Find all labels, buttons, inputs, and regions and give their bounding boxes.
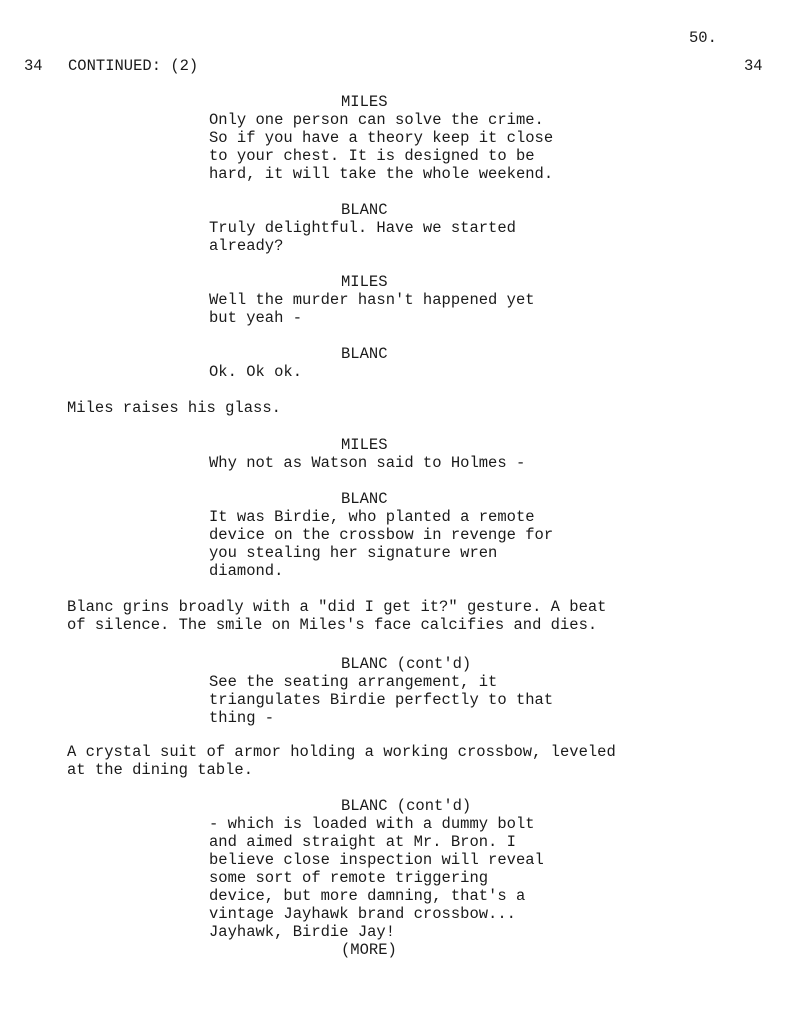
- character-name: BLANC: [341, 490, 388, 508]
- dialogue-line: triangulates Birdie perfectly to that: [209, 691, 554, 709]
- action-line: at the dining table.: [67, 761, 254, 779]
- dialogue-line: Truly delightful. Have we started: [209, 219, 516, 237]
- dialogue-block: [209, 111, 553, 183]
- dialogue-block: [209, 363, 302, 381]
- dialogue-line: - which is loaded with a dummy bolt: [209, 815, 535, 833]
- action-block: [67, 399, 281, 417]
- dialogue-line: believe close inspection will reveal: [209, 851, 544, 869]
- dialogue-line: thing -: [209, 709, 275, 727]
- character-name: MILES: [341, 273, 388, 291]
- dialogue-line: but yeah -: [209, 309, 303, 327]
- dialogue-line: to your chest. It is designed to be: [209, 147, 535, 165]
- scene-number-left: 34: [24, 57, 43, 75]
- scene-number-right: 34: [744, 57, 763, 75]
- dialogue-line: vintage Jayhawk brand crossbow...: [209, 905, 516, 923]
- dialogue-line: Why not as Watson said to Holmes -: [209, 454, 526, 472]
- dialogue-line: you stealing her signature wren: [209, 544, 498, 562]
- dialogue-line: See the seating arrangement, it: [209, 673, 498, 691]
- character-name: BLANC: [341, 345, 388, 363]
- dialogue-line: Ok. Ok ok.: [209, 363, 303, 381]
- action-block: [67, 598, 607, 634]
- character-name: BLANC: [341, 201, 388, 219]
- action-line: of silence. The smile on Miles's face calcifies and dies.: [67, 616, 598, 634]
- dialogue-line: Well the murder hasn't happened yet: [209, 291, 535, 309]
- character-name: BLANC (cont'd): [341, 797, 472, 815]
- character-name: MILES: [341, 93, 388, 111]
- action-block: [67, 743, 616, 779]
- more-marker: (MORE): [341, 941, 397, 959]
- dialogue-line: Only one person can solve the crime.: [209, 111, 544, 129]
- dialogue-block: [209, 291, 535, 327]
- dialogue-line: and aimed straight at Mr. Bron. I: [209, 833, 516, 851]
- dialogue-line: It was Birdie, who planted a remote: [209, 508, 535, 526]
- dialogue-line: already?: [209, 237, 284, 255]
- character-name: MILES: [341, 436, 388, 454]
- dialogue-block: [209, 454, 525, 472]
- dialogue-block: [209, 673, 553, 727]
- dialogue-line: So if you have a theory keep it close: [209, 129, 554, 147]
- scene-heading: CONTINUED: (2): [68, 57, 199, 75]
- dialogue-line: device on the crossbow in revenge for: [209, 526, 554, 544]
- character-name: BLANC (cont'd): [341, 655, 472, 673]
- action-line: Blanc grins broadly with a "did I get it?" gesture. A beat: [67, 598, 607, 616]
- dialogue-block: [209, 508, 553, 580]
- dialogue-line: Jayhawk, Birdie Jay!: [209, 923, 396, 941]
- dialogue-block: [209, 219, 516, 255]
- dialogue-block: [209, 815, 544, 941]
- action-line: Miles raises his glass.: [67, 399, 281, 417]
- dialogue-line: some sort of remote triggering: [209, 869, 489, 887]
- dialogue-line: diamond.: [209, 562, 284, 580]
- dialogue-line: device, but more damning, that's a: [209, 887, 526, 905]
- page-number: 50.: [689, 29, 717, 47]
- action-line: A crystal suit of armor holding a working crossbow, leveled: [67, 743, 616, 761]
- dialogue-line: hard, it will take the whole weekend.: [209, 165, 554, 183]
